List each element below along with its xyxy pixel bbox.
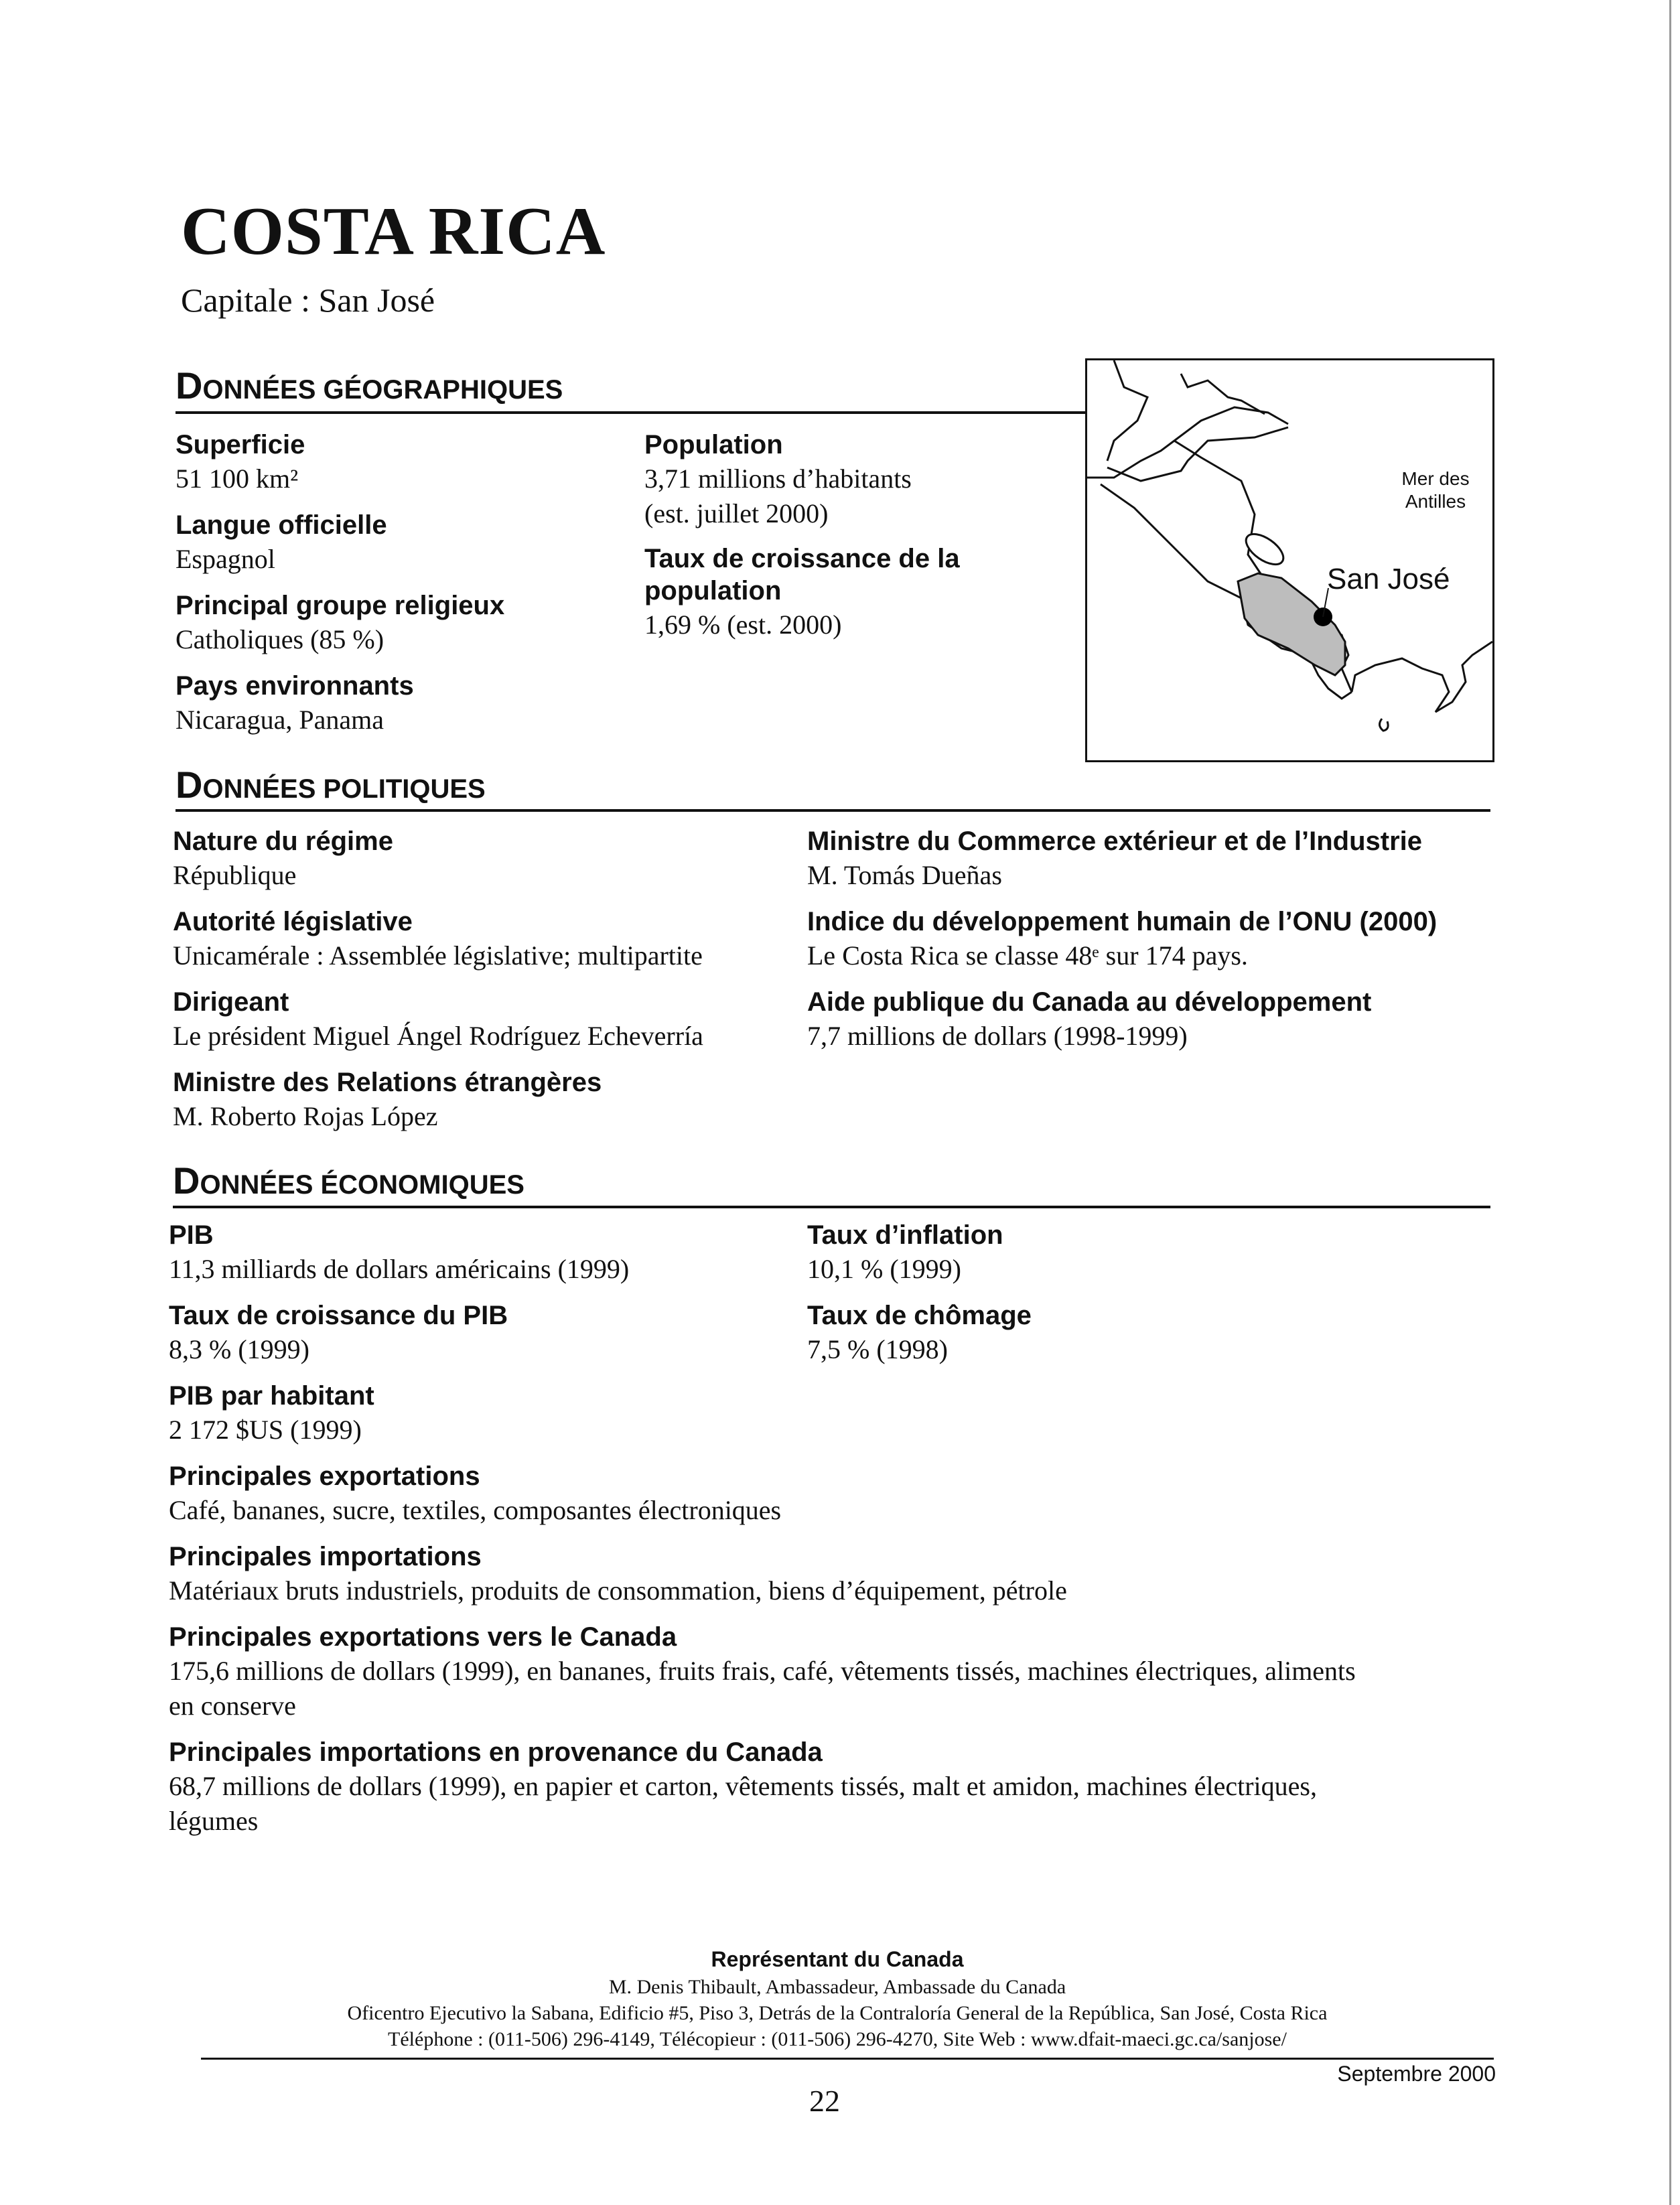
field-exportations: Principales exportations Café, bananes, sucre, textiles, composantes électroniques <box>169 1462 782 1525</box>
field-dirigeant: Dirigeant Le président Miguel Ángel Rodríguez Echeverría <box>173 987 703 1051</box>
section-rule-geo <box>176 411 1085 414</box>
field-regime: Nature du régime République <box>173 827 393 890</box>
field-exportations-canada: Principales exportations vers le Canada 175,6 millions de dollars (1999), en bananes, fruits frais, café, vêtements tissés, machines électriques, aliments en conserve <box>169 1622 1356 1721</box>
page-subtitle: Capitale : San José <box>181 281 435 319</box>
section-rule-eco <box>173 1206 1490 1208</box>
footer-heading: Représentant du Canada <box>711 1947 964 1971</box>
field-superficie: Superficie 51 100 km² <box>176 430 305 494</box>
footer-date: Septembre 2000 <box>1337 2062 1496 2086</box>
section-heading-geo: DONNÉES GÉOGRAPHIQUES <box>176 364 563 407</box>
field-importations: Principales importations Matériaux bruts industriels, produits de consommation, biens d’équipement, pétrole <box>169 1542 1067 1606</box>
field-croissance-pop: Taux de croissance de la population 1,69 % (est. 2000) <box>644 544 960 640</box>
sea-label: Mer des Antilles <box>1401 468 1470 512</box>
field-population: Population 3,71 millions d’habitants (est. juillet 2000) <box>644 430 912 528</box>
section-heading-eco: DONNÉES ÉCONOMIQUES <box>173 1159 524 1202</box>
field-pays: Pays environnants Nicaragua, Panama <box>176 671 414 735</box>
location-map <box>1085 358 1494 762</box>
map-coastlines <box>1087 360 1492 712</box>
field-pib-habitant: PIB par habitant 2 172 $US (1999) <box>169 1381 374 1445</box>
central-america-map <box>1087 360 1492 760</box>
field-pib: PIB 11,3 milliards de dollars américains (1999) <box>169 1220 630 1284</box>
page-number: 22 <box>809 2084 840 2118</box>
field-langue: Langue officielle Espagnol <box>176 510 387 574</box>
field-inflation: Taux d’inflation 10,1 % (1999) <box>807 1220 1003 1284</box>
footer-rule <box>201 2058 1494 2060</box>
city-label: San José <box>1327 563 1450 595</box>
field-ministre-relations: Ministre des Relations étrangères M. Roberto Rojas López <box>173 1068 602 1131</box>
footer-line-1: M. Denis Thibault, Ambassadeur, Ambassade du Canada <box>608 1975 1066 1998</box>
field-religion: Principal groupe religieux Catholiques (85 %) <box>176 591 505 654</box>
footer-block <box>214 1946 1460 2052</box>
scan-edge-line <box>1669 0 1671 2205</box>
field-importations-canada: Principales importations en provenance du Canada 68,7 millions de dollars (1999), en papier et carton, vêtements tissés, malt et amidon, machines électriques, légumes <box>169 1737 1317 1836</box>
section-rule-politique <box>176 809 1490 812</box>
page-title: COSTA RICA <box>181 194 606 269</box>
island-shape <box>1379 719 1388 731</box>
section-heading-politique: DONNÉES POLITIQUES <box>176 764 486 806</box>
field-idh: Indice du développement humain de l’ONU (2000) Le Costa Rica se classe 48ᵉ sur 174 pays. <box>807 907 1438 971</box>
footer-line-3: Téléphone : (011-506) 296-4149, Télécopieur : (011-506) 296-4270, Site Web : www.dfait-maeci.gc.ca/sanjose/ <box>388 2028 1287 2050</box>
field-chomage: Taux de chômage 7,5 % (1998) <box>807 1301 1032 1364</box>
field-aide: Aide publique du Canada au développement 7,7 millions de dollars (1998-1999) <box>807 987 1372 1051</box>
field-ministre-commerce: Ministre du Commerce extérieur et de l’Industrie M. Tomás Dueñas <box>807 827 1423 890</box>
field-autorite: Autorité législative Unicamérale : Assemblée législative; multipartite <box>173 907 703 971</box>
footer-line-2: Oficentro Ejecutivo la Sabana, Edificio #5, Piso 3, Detrás de la Contraloría General de la República, San José, Costa Rica <box>347 2001 1328 2024</box>
field-croissance-pib: Taux de croissance du PIB 8,3 % (1999) <box>169 1301 508 1364</box>
